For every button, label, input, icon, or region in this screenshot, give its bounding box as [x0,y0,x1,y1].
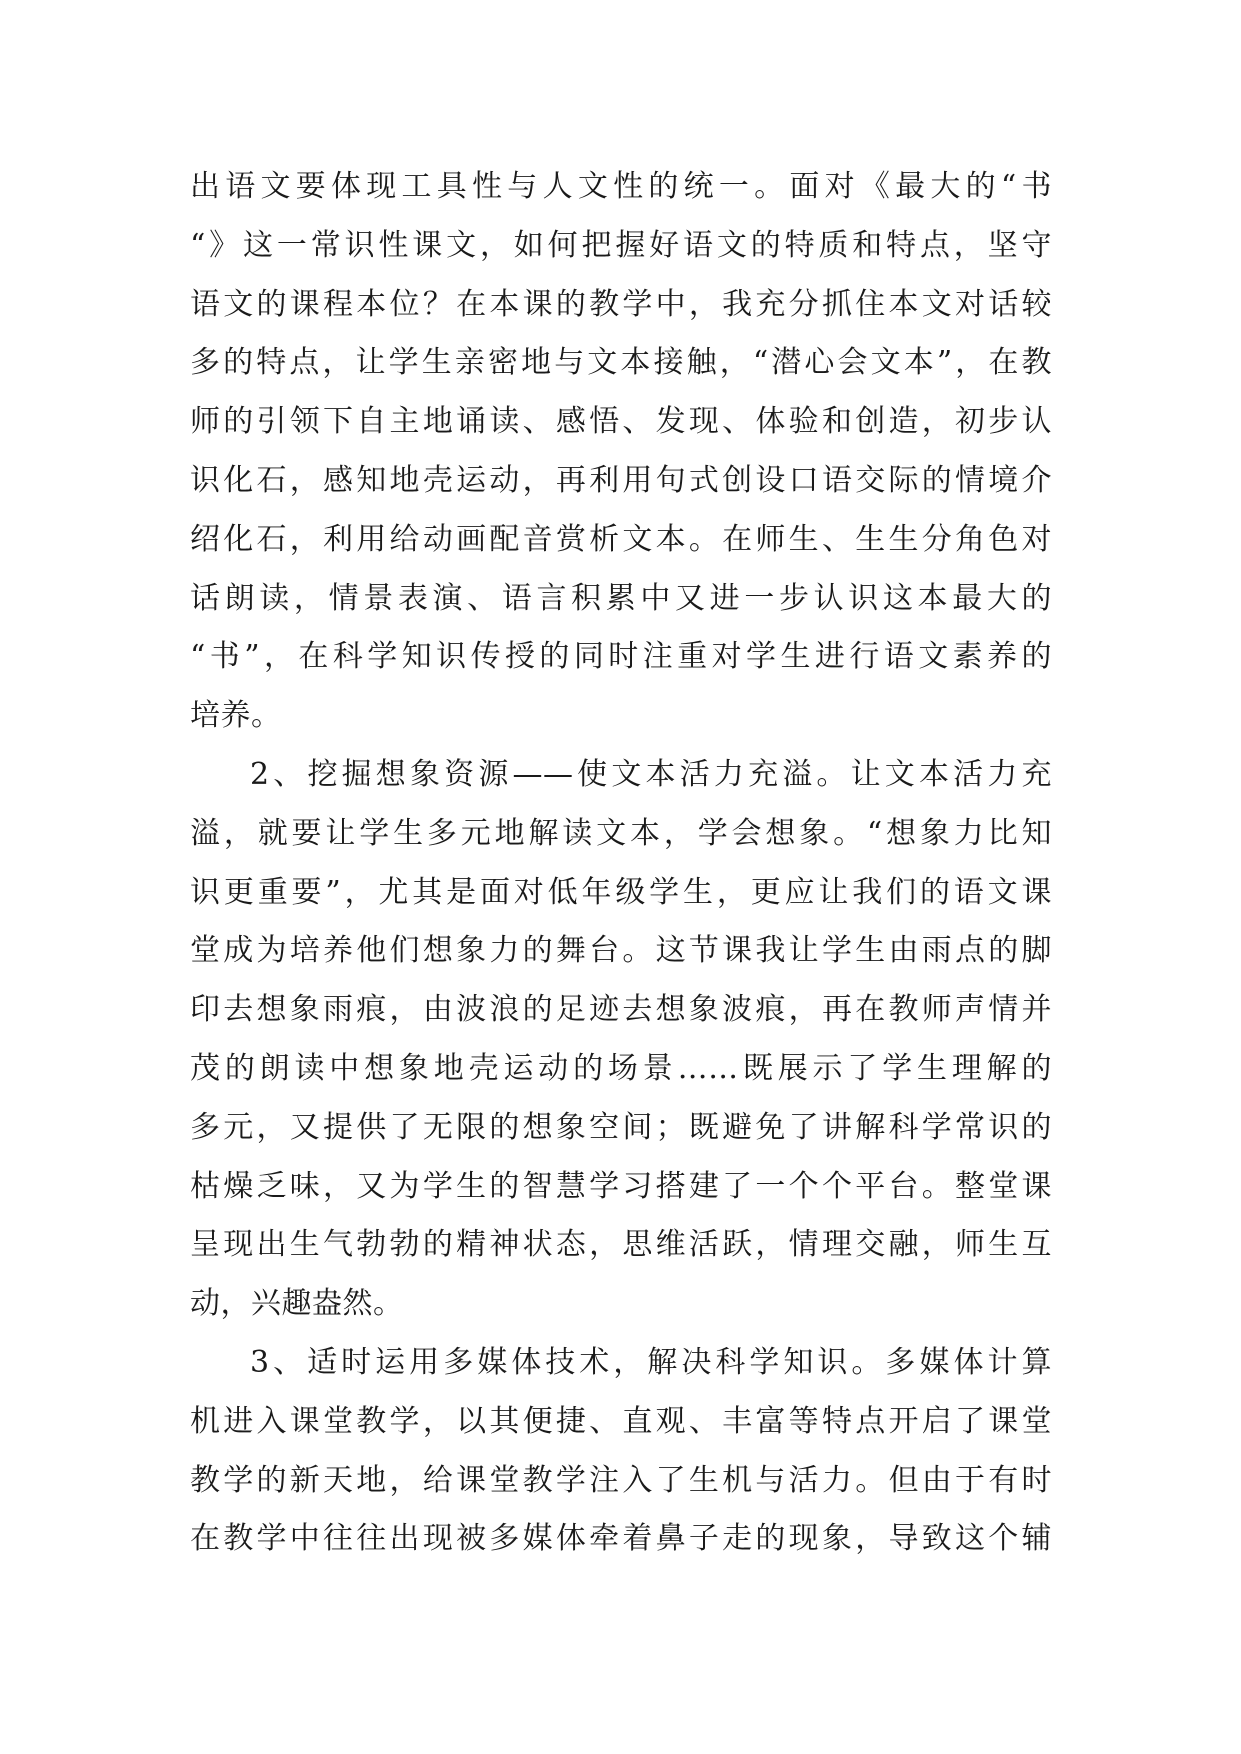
text-line: 印去想象雨痕，由波浪的足迹去想象波痕，再在教师声情并 [190,992,1052,1028]
text-line: 多元，又提供了无限的想象空间；既避免了讲解科学常识的 [190,1109,1052,1145]
text-line: 在教学中往往出现被多媒体牵着鼻子走的现象，导致这个辅 [190,1521,1052,1557]
body-text [190,158,1052,1569]
text-line: 出语文要体现工具性与人文性的统一。面对《最大的“书 [190,169,1052,204]
text-line: 茂的朗读中想象地壳运动的场景……既展示了学生理解的 [190,1050,1052,1086]
text-line: 3、适时运用多媒体技术，解决科学知识。多媒体计算 [250,1344,1052,1380]
text-line: 机进入课堂教学，以其便捷、直观、丰富等特点开启了课堂 [190,1403,1052,1439]
text-line: “书”，在科学知识传授的同时注重对学生进行语文素养的 [190,639,1052,675]
text-line: 呈现出生气勃勃的精神状态，思维活跃，情理交融，师生互 [190,1227,1052,1263]
text-line: 绍化石，利用给动画配音赏析文本。在师生、生生分角色对 [190,521,1052,557]
text-line: 动，兴趣盎然。 [190,1286,404,1322]
text-line: 语文的课程本位？在本课的教学中，我充分抓住本文对话较 [190,286,1052,322]
text-line: 溢，就要让学生多元地解读文本，学会想象。“想象力比知 [190,815,1052,851]
text-line: 堂成为培养他们想象力的舞台。这节课我让学生由雨点的脚 [190,933,1052,969]
text-line: 教学的新天地，给课堂教学注入了生机与活力。但由于有时 [190,1462,1052,1498]
text-line: 多的特点，让学生亲密地与文本接触，“潜心会文本”，在教 [190,345,1052,381]
text-line: 枯燥乏味，又为学生的智慧学习搭建了一个个平台。整堂课 [190,1168,1052,1204]
text-line: 师的引领下自主地诵读、感悟、发现、体验和创造，初步认 [190,404,1052,440]
text-line: 2、挖掘想象资源——使文本活力充溢。让文本活力充 [250,756,1052,792]
text-line: “》这一常识性课文，如何把握好语文的特质和特点，坚守 [190,227,1052,263]
text-line: 培养。 [190,698,282,734]
text-line: 话朗读，情景表演、语言积累中又进一步认识这本最大的 [190,580,1052,616]
text-line: 识更重要”，尤其是面对低年级学生，更应让我们的语文课 [190,874,1052,910]
text-line: 识化石，感知地壳运动，再利用句式创设口语交际的情境介 [190,462,1052,498]
